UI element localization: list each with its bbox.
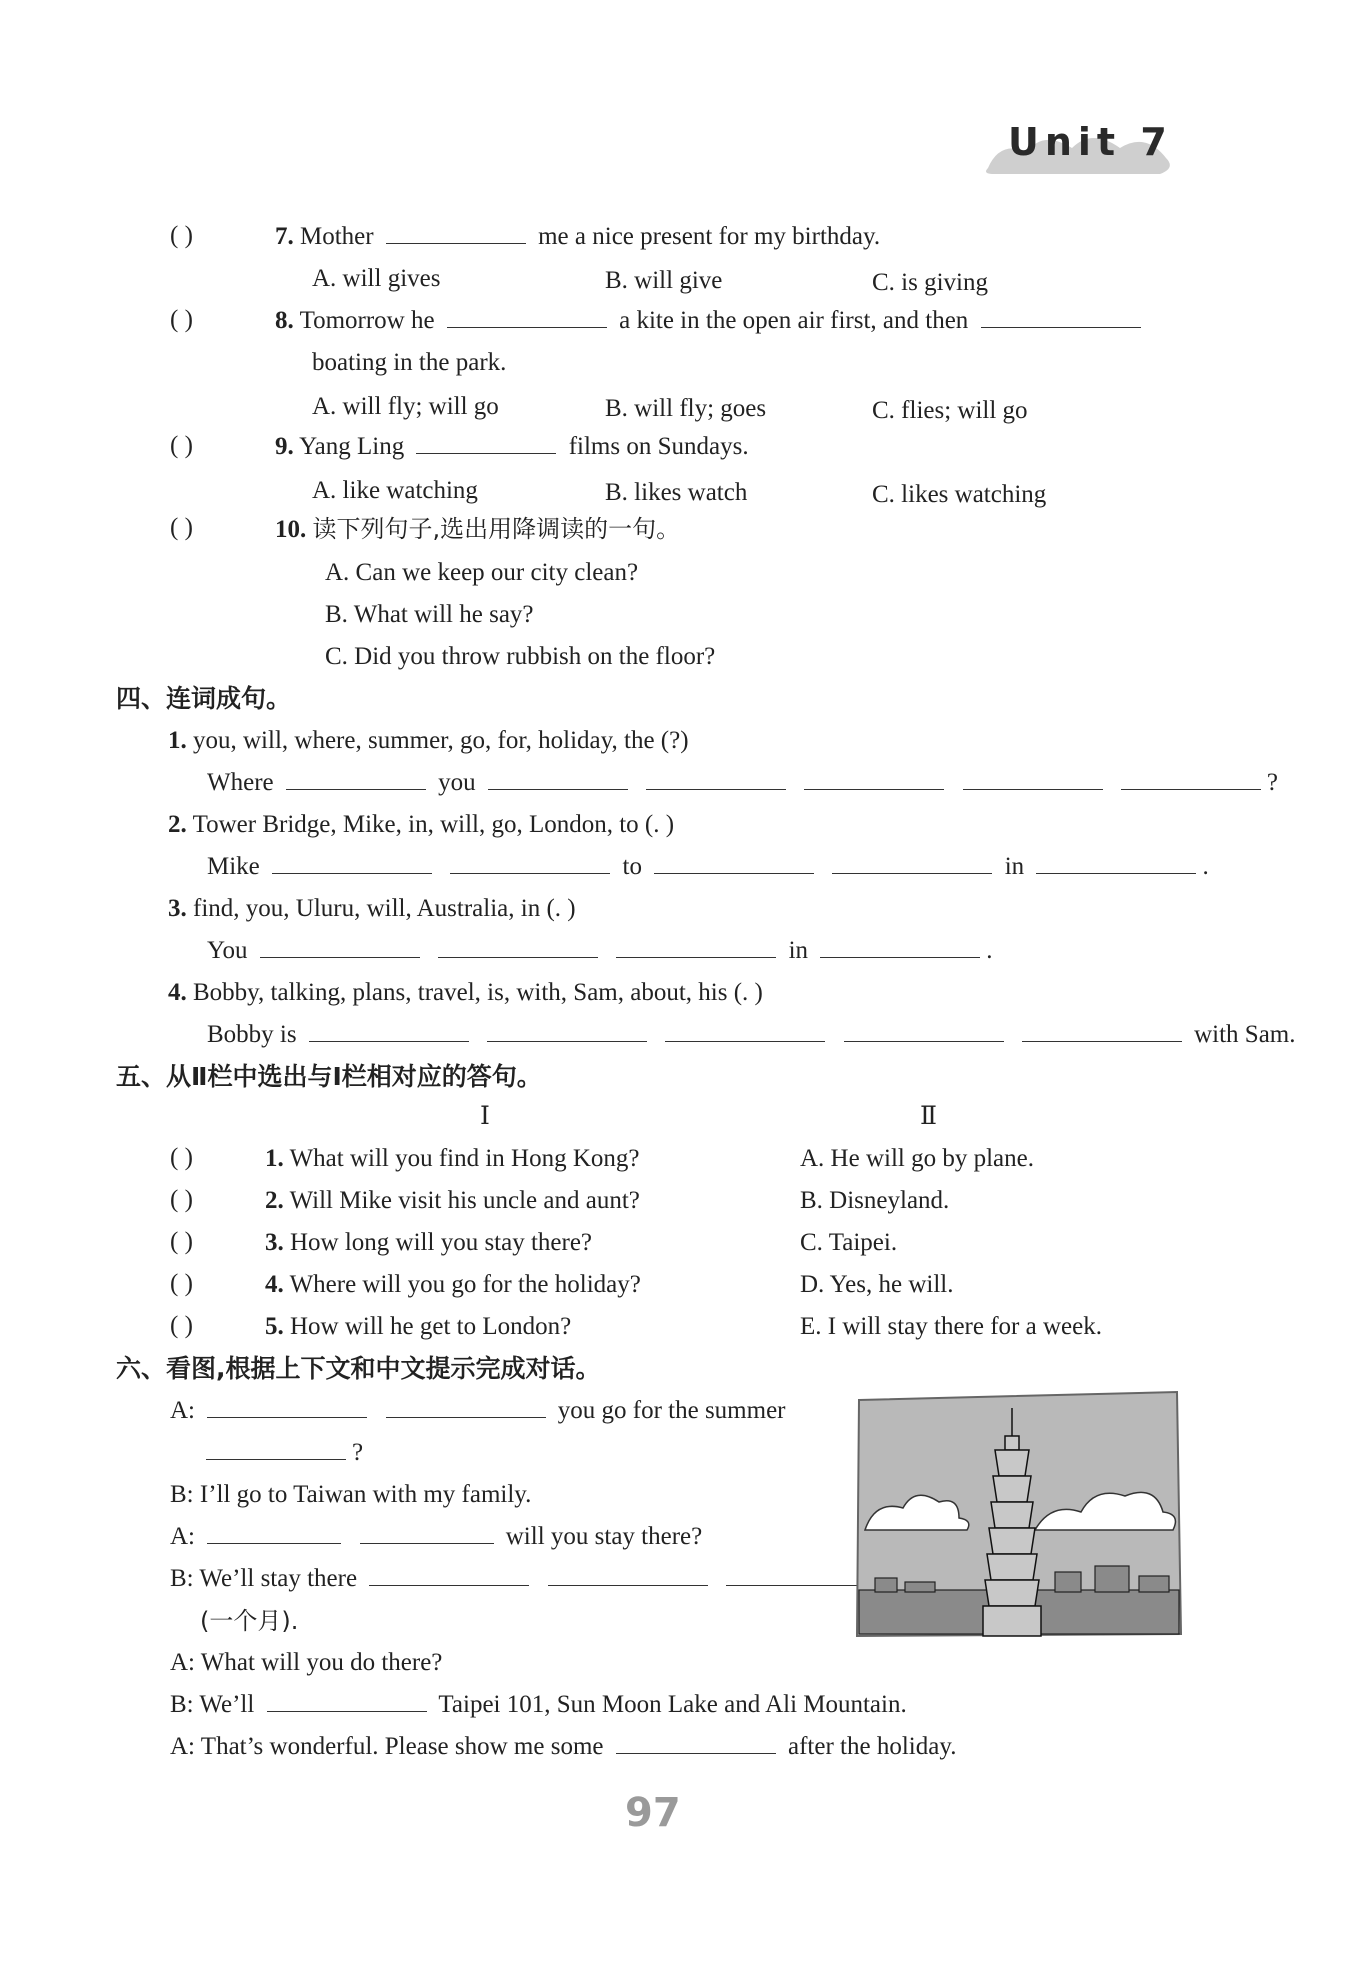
option-c: C. flies; will go [872, 397, 1028, 424]
question-text: a kite in the open air first, and then [619, 307, 969, 334]
dialogue-text: after the holiday. [788, 1733, 957, 1760]
item-number: 3. [168, 895, 187, 922]
reorder-item-3 [168, 892, 576, 926]
item-number: 1. [265, 1145, 284, 1172]
sentence-start: Bobby is [207, 1021, 297, 1048]
answer-paren[interactable]: ( ) [170, 432, 193, 459]
item-number: 4. [265, 1271, 284, 1298]
match-question [265, 1268, 641, 1302]
answer-blank[interactable] [450, 851, 610, 874]
answer-line-2 [207, 850, 1209, 884]
word-list: Tower Bridge, Mike, in, will, go, London, to (. ) [192, 811, 675, 838]
column-header-2: Ⅱ [920, 1103, 937, 1130]
option-a: A. will fly; will go [312, 393, 499, 420]
item-number: 2. [265, 1187, 284, 1214]
answer-blank[interactable] [488, 767, 628, 790]
dialogue-line [170, 1562, 892, 1596]
sentence-end: . [1202, 853, 1209, 880]
question-text: Yang Ling [299, 433, 405, 460]
option-c: C. likes watching [872, 481, 1047, 508]
option-a: A. will gives [312, 265, 441, 292]
match-answer: B. Disneyland. [800, 1187, 950, 1214]
question-7 [275, 220, 880, 254]
dialogue-line: B: I’ll go to Taiwan with my family. [170, 1481, 532, 1508]
answer-blank[interactable] [207, 1395, 367, 1418]
unit-header [980, 118, 1180, 182]
answer-paren[interactable]: ( ) [170, 1186, 193, 1213]
answer-blank[interactable] [416, 431, 556, 454]
answer-blank[interactable] [981, 305, 1141, 328]
answer-line-4 [207, 1018, 1296, 1052]
section-heading: 六、看图,根据上下文和中文提示完成对话。 [116, 1354, 601, 1383]
match-answer: A. He will go by plane. [800, 1145, 1034, 1172]
answer-blank[interactable] [438, 935, 598, 958]
sentence-word: in [788, 937, 809, 964]
dialogue-text: you go for the summer [557, 1397, 786, 1424]
answer-blank[interactable] [447, 305, 607, 328]
speaker: A: [170, 1523, 195, 1550]
option-b: B. will give [605, 267, 723, 294]
question-number: 8. [275, 307, 294, 334]
answer-line-3 [207, 934, 993, 968]
answer-paren[interactable]: ( ) [170, 514, 193, 541]
dialogue-text: B: We’ll [170, 1691, 255, 1718]
question-text: Mother [300, 223, 374, 250]
answer-paren[interactable]: ( ) [170, 306, 193, 333]
page-number: 97 [625, 1790, 681, 1836]
dialogue-line [200, 1436, 363, 1470]
dialogue-line [170, 1688, 907, 1722]
dialogue-text: will you stay there? [505, 1523, 703, 1550]
item-number: 5. [265, 1313, 284, 1340]
question-text: How will he get to London? [290, 1313, 572, 1340]
speaker: A: [170, 1397, 195, 1424]
answer-blank[interactable] [832, 851, 992, 874]
answer-blank[interactable] [548, 1563, 708, 1586]
dialogue-text: B: We’ll stay there [170, 1565, 358, 1592]
answer-blank[interactable] [844, 1019, 1004, 1042]
dialogue-line [170, 1520, 702, 1554]
answer-paren[interactable]: ( ) [170, 1312, 193, 1339]
answer-paren[interactable]: ( ) [170, 1144, 193, 1171]
word-list: Bobby, talking, plans, travel, is, with, Sam, about, his (. ) [193, 979, 763, 1006]
option-b: B. will fly; goes [605, 395, 767, 422]
answer-paren[interactable]: ( ) [170, 222, 193, 249]
option-a: A. Can we keep our city clean? [325, 559, 639, 586]
dialogue-line [170, 1730, 956, 1764]
answer-blank[interactable] [654, 851, 814, 874]
section-heading: 五、从Ⅱ栏中选出与Ⅰ栏相对应的答句。 [116, 1062, 542, 1091]
match-question [265, 1184, 640, 1218]
question-text: What will you find in Hong Kong? [289, 1145, 640, 1172]
answer-blank[interactable] [207, 1521, 341, 1544]
sentence-end: . [986, 937, 993, 964]
item-number: 3. [265, 1229, 284, 1256]
reorder-item-1 [168, 724, 689, 758]
answer-blank[interactable] [272, 851, 432, 874]
answer-blank[interactable] [267, 1689, 427, 1712]
sentence-word: in [1004, 853, 1025, 880]
answer-blank[interactable] [369, 1563, 529, 1586]
answer-blank[interactable] [646, 767, 786, 790]
question-text: How long will you stay there? [290, 1229, 593, 1256]
match-question [265, 1226, 592, 1260]
answer-blank[interactable] [260, 935, 420, 958]
match-question [265, 1142, 640, 1176]
question-text: Tomorrow he [299, 307, 435, 334]
section-heading: 四、连词成句。 [116, 684, 292, 713]
dialogue-line: A: What will you do there? [170, 1649, 443, 1676]
answer-blank[interactable] [1036, 851, 1196, 874]
dialogue-text: Taipei 101, Sun Moon Lake and Ali Mountain. [438, 1691, 907, 1718]
sentence-word: you [438, 769, 476, 796]
match-answer: E. I will stay there for a week. [800, 1313, 1102, 1340]
match-question [265, 1310, 571, 1344]
answer-blank[interactable] [386, 1395, 546, 1418]
question-10 [275, 512, 680, 547]
sentence-end: with Sam. [1194, 1021, 1296, 1048]
word-list: find, you, Uluru, will, Australia, in (. ) [193, 895, 576, 922]
sentence-start: Where [207, 769, 274, 796]
answer-blank[interactable] [616, 1731, 776, 1754]
question-text: Will Mike visit his uncle and aunt? [289, 1187, 640, 1214]
answer-paren[interactable]: ( ) [170, 1228, 193, 1255]
answer-blank[interactable] [963, 767, 1103, 790]
answer-blank[interactable] [386, 221, 526, 244]
unit-title: Unit 7 [1008, 120, 1173, 164]
answer-paren[interactable]: ( ) [170, 1270, 193, 1297]
word-list: you, will, where, summer, go, for, holiday, the (?) [193, 727, 689, 754]
question-number: 9. [275, 433, 294, 460]
question-9 [275, 430, 749, 464]
column-header-1: Ⅰ [480, 1103, 490, 1130]
item-number: 4. [168, 979, 187, 1006]
answer-blank[interactable] [360, 1521, 494, 1544]
question-text: Where will you go for the holiday? [289, 1271, 641, 1298]
question-text: 读下列句子,选出用降调读的一句。 [312, 515, 681, 543]
question-text: films on Sundays. [568, 433, 749, 460]
answer-blank[interactable] [820, 935, 980, 958]
reorder-item-4 [168, 976, 763, 1010]
dialogue-line [170, 1394, 785, 1428]
answer-blank[interactable] [665, 1019, 825, 1042]
answer-blank[interactable] [616, 935, 776, 958]
option-c: C. is giving [872, 269, 988, 296]
sentence-start: Mike [207, 853, 260, 880]
question-text: boating in the park. [312, 349, 507, 376]
option-b: B. likes watch [605, 479, 748, 506]
dialogue-hint: (一个月). [200, 1607, 299, 1635]
item-number: 1. [168, 727, 187, 754]
option-c: C. Did you throw rubbish on the floor? [325, 643, 716, 670]
answer-blank[interactable] [309, 1019, 469, 1042]
answer-blank[interactable] [1022, 1019, 1182, 1042]
question-number: 7. [275, 223, 294, 250]
match-answer: C. Taipei. [800, 1229, 898, 1256]
question-8 [275, 304, 1147, 338]
sentence-start: You [207, 937, 248, 964]
dialogue-text: A: That’s wonderful. Please show me some [170, 1733, 604, 1760]
question-number: 10. [275, 516, 307, 543]
item-number: 2. [168, 811, 187, 838]
answer-blank[interactable] [487, 1019, 647, 1042]
sentence-word: to [622, 853, 642, 880]
answer-blank[interactable] [286, 767, 426, 790]
question-text: me a nice present for my birthday. [538, 223, 881, 250]
reorder-item-2 [168, 808, 674, 842]
sentence-end: ? [1266, 769, 1278, 796]
answer-blank[interactable] [206, 1437, 346, 1460]
answer-blank[interactable] [804, 767, 944, 790]
option-a: A. like watching [312, 477, 478, 504]
match-answer: D. Yes, he will. [800, 1271, 954, 1298]
taipei-101-illustration [855, 1390, 1182, 1638]
option-b: B. What will he say? [325, 601, 534, 628]
dialogue-text: ? [352, 1439, 364, 1466]
answer-line-1 [207, 766, 1278, 800]
answer-blank[interactable] [1121, 767, 1261, 790]
